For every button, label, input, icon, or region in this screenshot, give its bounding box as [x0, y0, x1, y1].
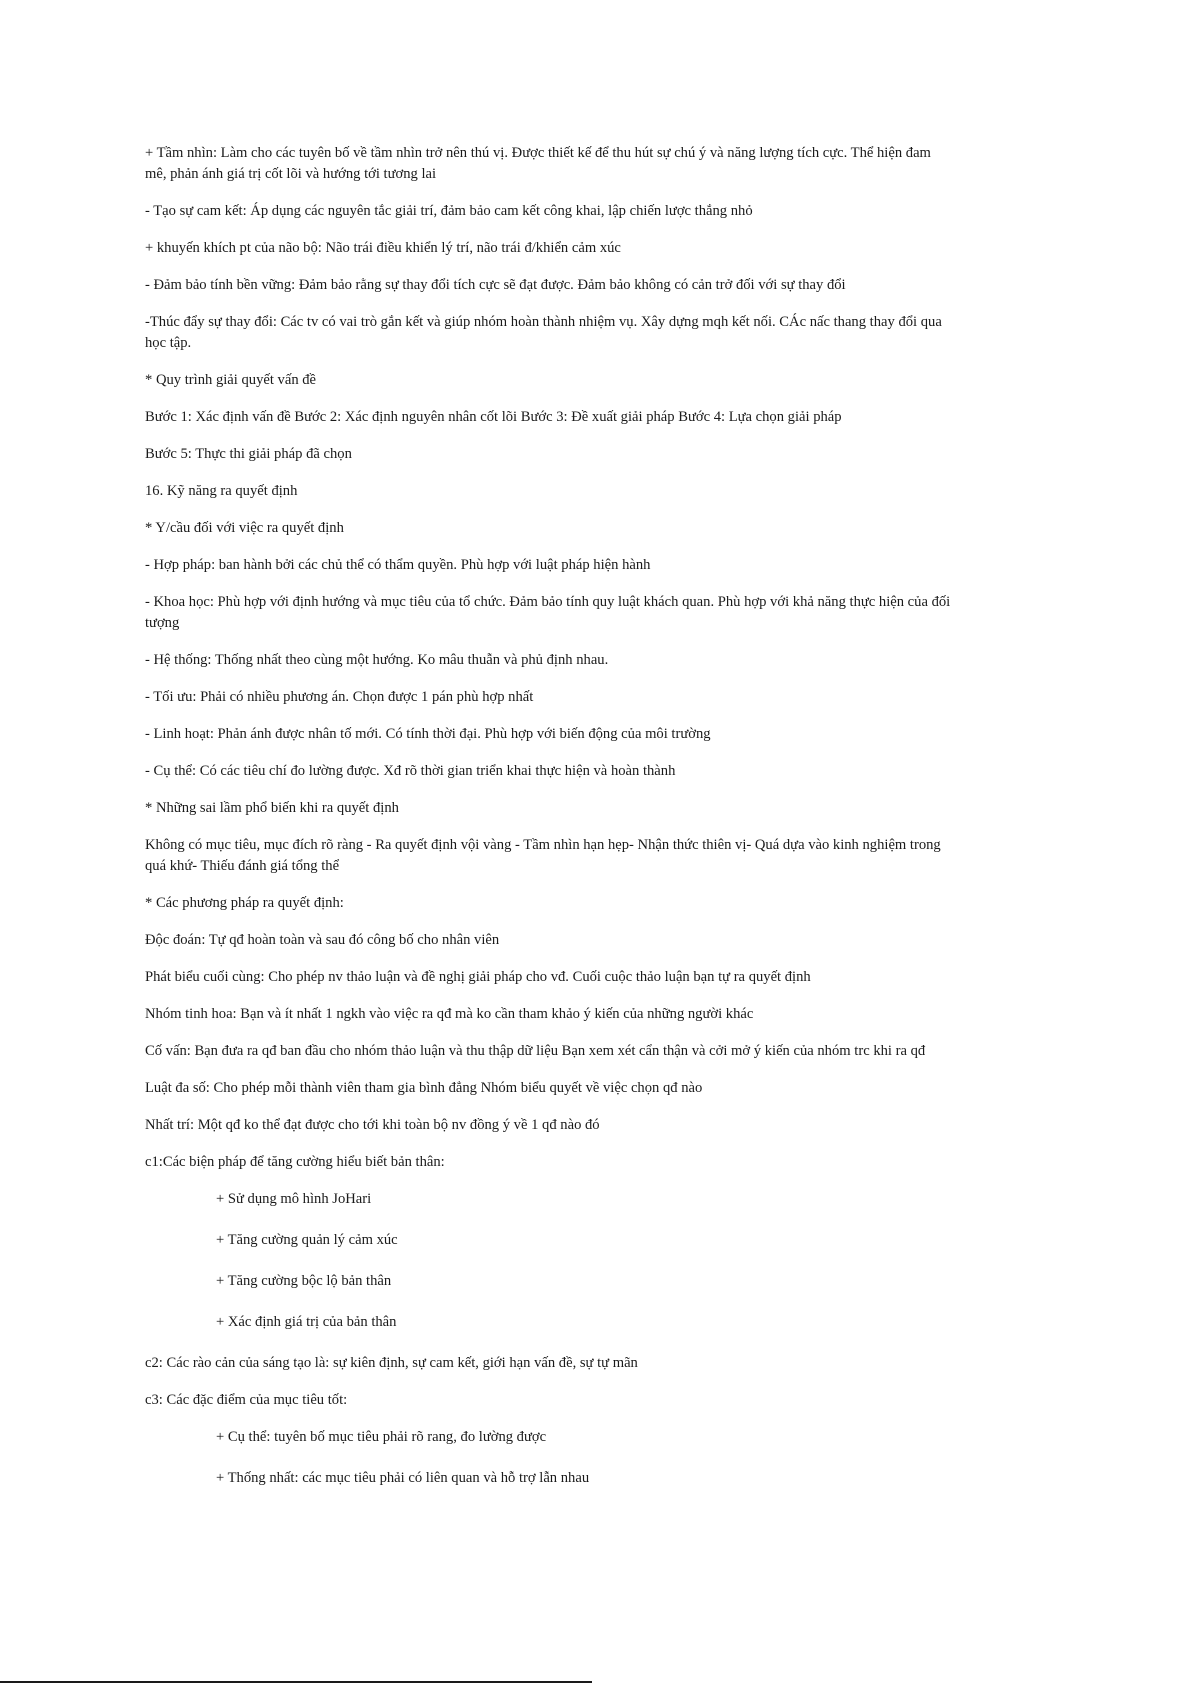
list-item: + Cụ thể: tuyên bố mục tiêu phải rõ rang, đo lường được: [216, 1429, 547, 1445]
paragraph: * Y/cầu đối với việc ra quyết định: [145, 520, 344, 536]
paragraph: Không có mục tiêu, mục đích rõ ràng - Ra quyết định vội vàng - Tầm nhìn hạn hẹp- Nhận thức thiên vị- Quá dựa vào kinh nghiệm trong quá khứ- Thiếu đánh giá tổng thể: [145, 837, 941, 874]
list-item: + Xác định giá trị của bản thân: [216, 1314, 397, 1330]
paragraph: * Các phương pháp ra quyết định:: [145, 895, 344, 911]
paragraph: - Tạo sự cam kết: Áp dụng các nguyên tắc giải trí, đảm bảo cam kết công khai, lập chiến lược thắng nhỏ: [145, 203, 753, 219]
paragraph: Phát biểu cuối cùng: Cho phép nv thảo luận và đề nghị giải pháp cho vđ. Cuối cuộc thảo luận bạn tự ra quyết định: [145, 969, 811, 985]
paragraph: - Hợp pháp: ban hành bởi các chủ thể có thẩm quyền. Phù hợp với luật pháp hiện hành: [145, 557, 651, 573]
paragraph: * Những sai lầm phổ biến khi ra quyết định: [145, 800, 399, 816]
paragraph: - Đảm bảo tính bền vững: Đảm bảo rằng sự thay đổi tích cực sẽ đạt được. Đảm bảo không có cản trở đối với sự thay đổi: [145, 277, 846, 293]
document-body: [145, 143, 955, 1509]
paragraph: Bước 5: Thực thi giải pháp đã chọn: [145, 446, 352, 462]
paragraph: Bước 1: Xác định vấn đề Bước 2: Xác định nguyên nhân cốt lõi Bước 3: Đề xuất giải pháp Bước 4: Lựa chọn giải pháp: [145, 409, 842, 425]
paragraph: - Hệ thống: Thống nhất theo cùng một hướng. Ko mâu thuẫn và phủ định nhau.: [145, 652, 609, 668]
page-bottom-rule: [0, 1681, 592, 1683]
paragraph: c3: Các đặc điểm của mục tiêu tốt:: [145, 1392, 348, 1408]
list-item: + Tăng cường bộc lộ bản thân: [216, 1273, 392, 1289]
list-item: + Tăng cường quản lý cảm xúc: [216, 1232, 398, 1248]
paragraph: + Tầm nhìn: Làm cho các tuyên bố về tầm nhìn trở nên thú vị. Được thiết kế để thu hút sự chú ý và năng lượng tích cực. Thể hiện đam mê, phản ánh giá trị cốt lõi và hướng tới tương lai: [145, 145, 931, 182]
list-item: + Sử dụng mô hình JoHari: [216, 1191, 372, 1207]
paragraph: Nhóm tinh hoa: Bạn và ít nhất 1 ngkh vào việc ra qđ mà ko cần tham khảo ý kiến của những người khác: [145, 1006, 754, 1022]
paragraph: Cố vấn: Bạn đưa ra qđ ban đầu cho nhóm thảo luận và thu thập dữ liệu Bạn xem xét cẩn thận và cởi mở ý kiến của nhóm trc khi ra qđ: [145, 1043, 926, 1059]
paragraph: 16. Kỹ năng ra quyết định: [145, 483, 298, 499]
paragraph: Luật đa số: Cho phép mỗi thành viên tham gia bình đẳng Nhóm biểu quyết về việc chọn qđ nào: [145, 1080, 703, 1096]
paragraph: c1:Các biện pháp để tăng cường hiểu biết bản thân:: [145, 1154, 445, 1170]
paragraph: Độc đoán: Tự qđ hoàn toàn và sau đó công bố cho nhân viên: [145, 932, 500, 948]
paragraph: - Tối ưu: Phải có nhiều phương án. Chọn được 1 pán phù hợp nhất: [145, 689, 534, 705]
paragraph: - Linh hoạt: Phản ánh được nhân tố mới. Có tính thời đại. Phù hợp với biến động của môi trường: [145, 726, 711, 742]
paragraph: * Quy trình giải quyết vấn đề: [145, 372, 317, 388]
paragraph: c2: Các rào cản của sáng tạo là: sự kiên định, sự cam kết, giới hạn vấn đề, sự tự mãn: [145, 1355, 638, 1371]
paragraph: -Thúc đẩy sự thay đổi: Các tv có vai trò gắn kết và giúp nhóm hoàn thành nhiệm vụ. Xây dựng mqh kết nối. CÁc nấc thang thay đổi qua học tập.: [145, 314, 942, 351]
paragraph: + khuyến khích pt của não bộ: Não trái điều khiển lý trí, não trái đ/khiển cảm xúc: [145, 240, 621, 256]
list-item: + Thống nhất: các mục tiêu phải có liên quan và hỗ trợ lẫn nhau: [216, 1470, 590, 1486]
paragraph: - Cụ thể: Có các tiêu chí đo lường được. Xđ rõ thời gian triển khai thực hiện và hoàn thành: [145, 763, 676, 779]
paragraph: Nhất trí: Một qđ ko thể đạt được cho tới khi toàn bộ nv đồng ý về 1 qđ nào đó: [145, 1117, 600, 1133]
paragraph: - Khoa học: Phù hợp với định hướng và mục tiêu của tổ chức. Đảm bảo tính quy luật khách quan. Phù hợp với khả năng thực hiện của đối tượng: [145, 594, 951, 631]
